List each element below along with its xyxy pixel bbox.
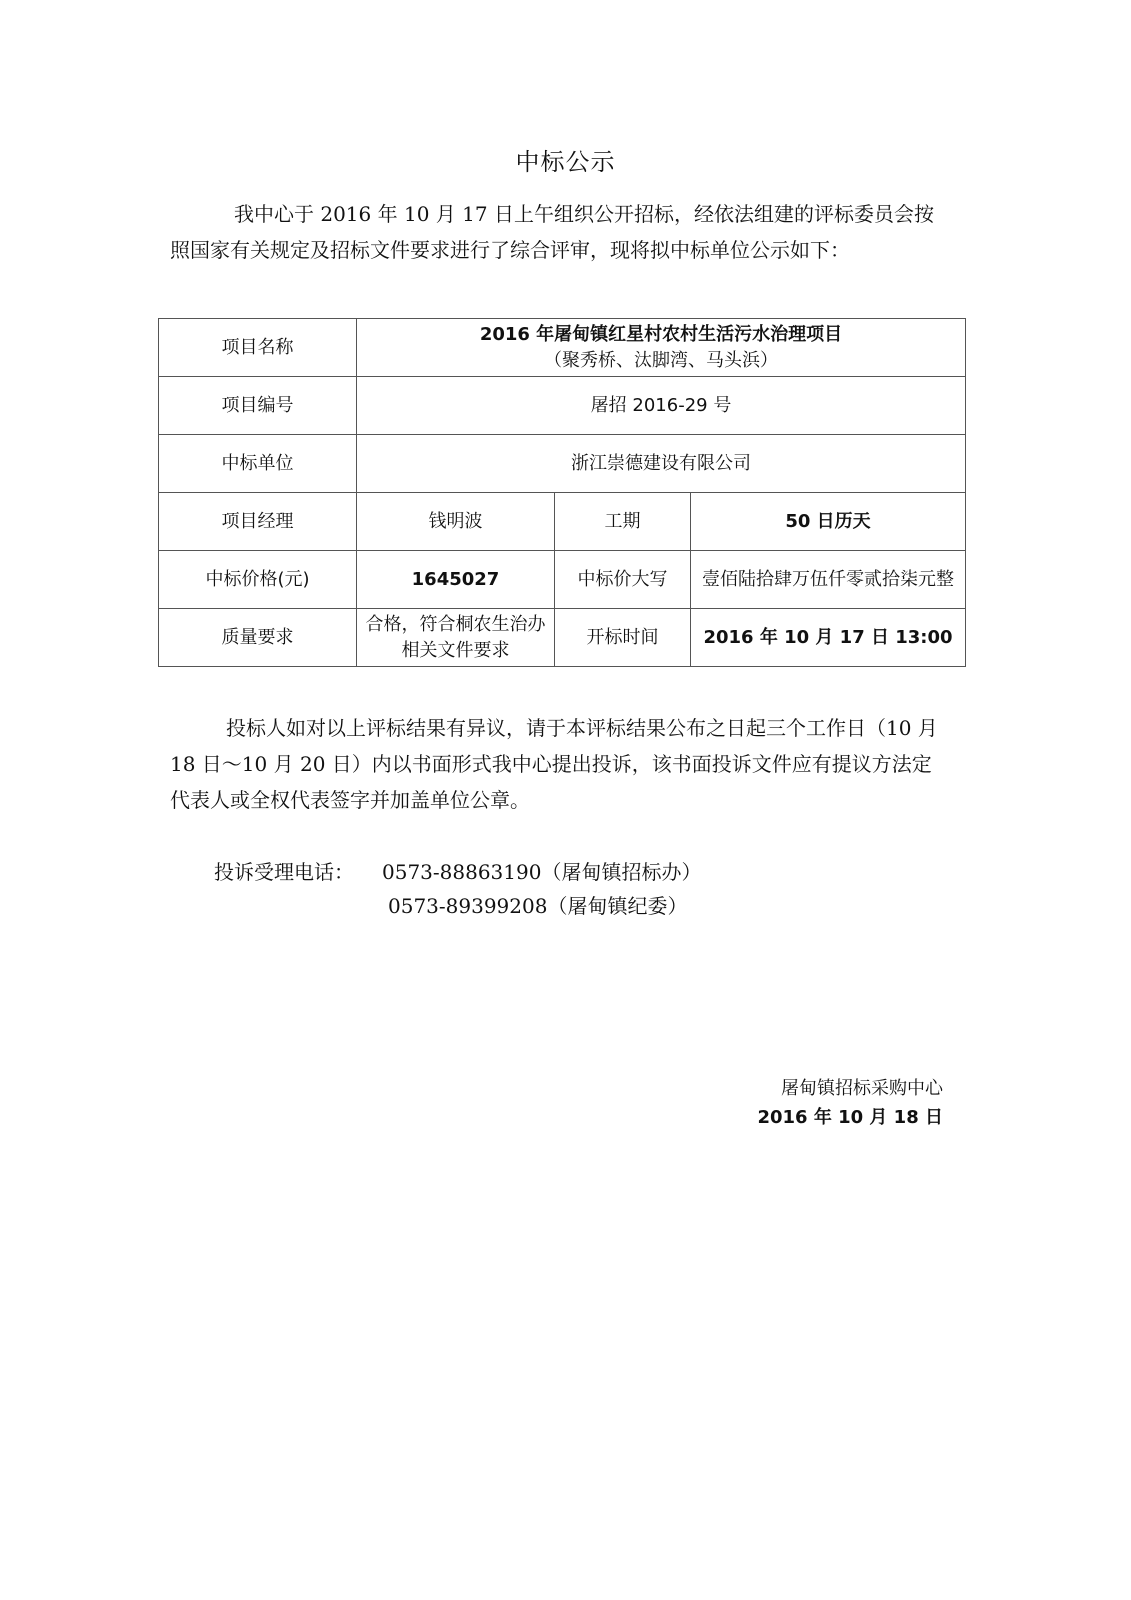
quality-label: 质量要求 (159, 609, 357, 667)
complaint-label: 投诉受理电话： (214, 860, 354, 884)
issue-date: 2016 年 10 月 18 日 (757, 1107, 943, 1128)
winner-value: 浙江崇德建设有限公司 (357, 435, 966, 493)
open-time-value: 2016 年 10 月 17 日 13:00 (691, 609, 966, 667)
manager-value: 钱明波 (357, 493, 555, 551)
price-upper-label: 中标价大写 (555, 551, 691, 609)
table-row (159, 551, 966, 609)
duration-value: 50 日历天 (691, 493, 966, 551)
complaint-phone-1: 0573-88863190（屠甸镇招标办） (382, 860, 702, 884)
project-name-line2: （聚秀桥、汰脚湾、马头浜） (544, 349, 778, 371)
project-name-label: 项目名称 (159, 319, 357, 377)
project-no-value: 屠招 2016-29 号 (357, 377, 966, 435)
table-row (159, 493, 966, 551)
manager-label: 项目经理 (159, 493, 357, 551)
project-name-line1: 2016 年屠甸镇红星村农村生活污水治理项目 (479, 323, 843, 345)
table-row (159, 435, 966, 493)
price-upper-value: 壹佰陆拾肆万伍仟零贰拾柒元整 (691, 551, 966, 609)
price-value: 1645027 (357, 551, 555, 609)
intro-paragraph: 我中心于 2016 年 10 月 17 日上午组织公开招标，经依法组建的评标委员会按照国家有关规定及招标文件要求进行了综合评审，现将拟中标单位公示如下： (170, 202, 934, 262)
price-label: 中标价格(元) (159, 551, 357, 609)
winner-label: 中标单位 (159, 435, 357, 493)
project-no-label: 项目编号 (159, 377, 357, 435)
issuer-org: 屠甸镇招标采购中心 (781, 1078, 943, 1099)
table-row (159, 319, 966, 377)
project-name-cell (357, 319, 966, 377)
table-row (159, 609, 966, 667)
bid-result-table (158, 318, 966, 667)
objection-paragraph: 投标人如对以上评标结果有异议，请于本评标结果公布之日起三个工作日（10 月 18 日～10 月 20 日）内以书面形式我中心提出投诉，该书面投诉文件应有提议方法定代表人或全权代表签字并加盖单位公章。 (170, 716, 938, 812)
table-row (159, 377, 966, 435)
duration-label: 工期 (555, 493, 691, 551)
page-title: 中标公示 (515, 148, 616, 176)
complaint-phone-2: 0573-89399208（屠甸镇纪委） (388, 894, 688, 918)
quality-value: 合格，符合桐农生治办相关文件要求 (357, 609, 555, 667)
open-time-label: 开标时间 (555, 609, 691, 667)
